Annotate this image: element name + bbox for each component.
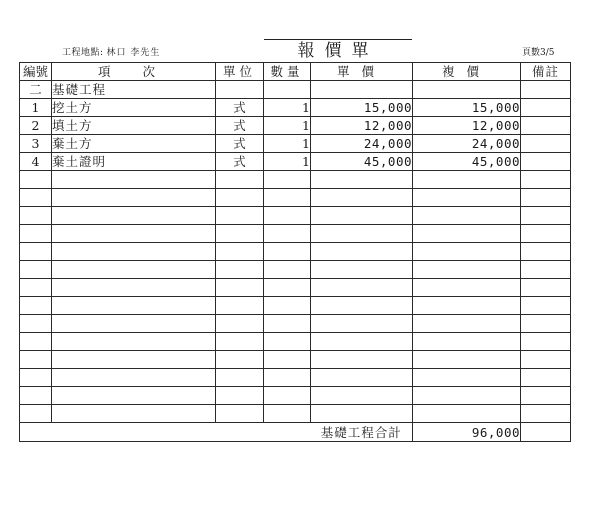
empty-cell xyxy=(264,387,311,405)
empty-row xyxy=(20,297,571,315)
empty-cell xyxy=(20,333,52,351)
item-unit: 式 xyxy=(216,153,264,171)
item-unit: 式 xyxy=(216,99,264,117)
empty-cell xyxy=(521,315,571,333)
empty-cell xyxy=(216,351,264,369)
item-unit: 式 xyxy=(216,117,264,135)
empty-cell xyxy=(264,333,311,351)
empty-cell xyxy=(20,207,52,225)
site-location-label: 工程地點: xyxy=(62,48,104,58)
empty-cell xyxy=(52,261,216,279)
empty-cell xyxy=(216,243,264,261)
col-header-qty: 數量 xyxy=(264,63,311,81)
empty-cell xyxy=(264,225,311,243)
empty-cell xyxy=(264,405,311,423)
col-header-unit-price: 單價 xyxy=(311,63,413,81)
item-note xyxy=(521,99,571,117)
empty-cell xyxy=(264,315,311,333)
empty-cell xyxy=(311,225,413,243)
empty-cell xyxy=(311,243,413,261)
item-note xyxy=(521,153,571,171)
empty-cell xyxy=(216,369,264,387)
empty-row xyxy=(20,261,571,279)
empty-row xyxy=(20,405,571,423)
empty-row xyxy=(20,225,571,243)
page-number: 頁數3/5 xyxy=(522,48,555,58)
item-qty: 1 xyxy=(264,117,311,135)
empty-cell xyxy=(52,315,216,333)
section-title: 基礎工程 xyxy=(52,81,216,99)
empty-row xyxy=(20,351,571,369)
empty-row xyxy=(20,315,571,333)
summary-note xyxy=(521,423,571,442)
empty-cell xyxy=(264,207,311,225)
empty-cell xyxy=(20,405,52,423)
summary-blank xyxy=(20,423,311,442)
empty-row xyxy=(20,243,571,261)
empty-cell xyxy=(413,369,521,387)
table-row xyxy=(20,117,571,135)
empty-cell xyxy=(311,207,413,225)
empty-cell xyxy=(216,189,264,207)
empty-cell xyxy=(264,369,311,387)
col-header-unit: 單位 xyxy=(216,63,264,81)
empty-cell xyxy=(216,297,264,315)
section-number: 二 xyxy=(20,81,52,99)
empty-cell xyxy=(413,261,521,279)
table-row xyxy=(20,153,571,171)
empty-cell xyxy=(52,387,216,405)
item-name: 棄土證明 xyxy=(52,153,216,171)
empty-cell xyxy=(20,297,52,315)
empty-cell xyxy=(52,279,216,297)
item-name: 挖土方 xyxy=(52,99,216,117)
summary-label: 基礎工程合計 xyxy=(311,423,413,442)
empty-cell xyxy=(264,81,311,99)
empty-cell xyxy=(413,387,521,405)
empty-cell xyxy=(216,333,264,351)
section-row xyxy=(20,81,571,99)
empty-cell xyxy=(521,387,571,405)
empty-cell xyxy=(521,369,571,387)
empty-cell xyxy=(264,279,311,297)
summary-row xyxy=(20,423,571,442)
empty-cell xyxy=(521,171,571,189)
quotation-table xyxy=(19,62,571,442)
empty-row xyxy=(20,369,571,387)
empty-cell xyxy=(311,279,413,297)
empty-cell xyxy=(413,171,521,189)
empty-cell xyxy=(521,225,571,243)
empty-cell xyxy=(521,261,571,279)
col-header-item: 項 次 xyxy=(52,63,216,81)
empty-cell xyxy=(413,189,521,207)
col-header-total-price: 複價 xyxy=(413,63,521,81)
item-note xyxy=(521,135,571,153)
item-qty: 1 xyxy=(264,153,311,171)
item-number: 1 xyxy=(20,99,52,117)
empty-cell xyxy=(20,189,52,207)
empty-cell xyxy=(521,279,571,297)
table-body xyxy=(20,81,571,423)
item-note xyxy=(521,117,571,135)
item-name: 填土方 xyxy=(52,117,216,135)
document-title: 報價單 xyxy=(264,39,412,62)
empty-cell xyxy=(413,243,521,261)
item-number: 2 xyxy=(20,117,52,135)
empty-cell xyxy=(20,369,52,387)
empty-cell xyxy=(216,279,264,297)
item-total-price: 24,000 xyxy=(413,135,521,153)
empty-cell xyxy=(216,387,264,405)
empty-cell xyxy=(521,243,571,261)
empty-cell xyxy=(216,261,264,279)
empty-cell xyxy=(311,333,413,351)
empty-row xyxy=(20,171,571,189)
empty-cell xyxy=(311,297,413,315)
empty-cell xyxy=(52,405,216,423)
empty-cell xyxy=(521,297,571,315)
empty-cell xyxy=(52,171,216,189)
item-number: 4 xyxy=(20,153,52,171)
table-row xyxy=(20,99,571,117)
col-header-note: 備註 xyxy=(521,63,571,81)
empty-cell xyxy=(20,351,52,369)
empty-cell xyxy=(52,243,216,261)
item-total-price: 12,000 xyxy=(413,117,521,135)
empty-cell xyxy=(311,261,413,279)
empty-cell xyxy=(521,207,571,225)
item-number: 3 xyxy=(20,135,52,153)
empty-row xyxy=(20,387,571,405)
item-qty: 1 xyxy=(264,99,311,117)
item-total-price: 45,000 xyxy=(413,153,521,171)
empty-cell xyxy=(20,243,52,261)
empty-cell xyxy=(413,315,521,333)
empty-cell xyxy=(264,171,311,189)
table-header-row xyxy=(20,63,571,81)
empty-row xyxy=(20,207,571,225)
site-location-value: 林口 李先生 xyxy=(106,48,161,58)
empty-cell xyxy=(216,207,264,225)
empty-cell xyxy=(52,189,216,207)
empty-cell xyxy=(20,279,52,297)
empty-cell xyxy=(521,405,571,423)
empty-cell xyxy=(413,81,521,99)
empty-cell xyxy=(20,171,52,189)
empty-cell xyxy=(521,333,571,351)
empty-cell xyxy=(413,405,521,423)
item-unit: 式 xyxy=(216,135,264,153)
empty-cell xyxy=(413,351,521,369)
item-unit-price: 15,000 xyxy=(311,99,413,117)
empty-cell xyxy=(20,225,52,243)
item-unit-price: 45,000 xyxy=(311,153,413,171)
empty-cell xyxy=(311,387,413,405)
empty-cell xyxy=(52,225,216,243)
empty-cell xyxy=(216,225,264,243)
empty-cell xyxy=(264,297,311,315)
empty-cell xyxy=(264,351,311,369)
empty-cell xyxy=(216,405,264,423)
empty-cell xyxy=(521,189,571,207)
empty-cell xyxy=(52,351,216,369)
empty-cell xyxy=(413,279,521,297)
empty-cell xyxy=(521,351,571,369)
empty-cell xyxy=(413,207,521,225)
empty-cell xyxy=(216,315,264,333)
empty-cell xyxy=(20,261,52,279)
empty-cell xyxy=(52,297,216,315)
empty-cell xyxy=(311,81,413,99)
summary-total: 96,000 xyxy=(413,423,521,442)
empty-cell xyxy=(264,261,311,279)
item-name: 棄土方 xyxy=(52,135,216,153)
empty-cell xyxy=(413,333,521,351)
empty-cell xyxy=(52,333,216,351)
empty-cell xyxy=(311,369,413,387)
empty-row xyxy=(20,333,571,351)
empty-cell xyxy=(311,171,413,189)
site-location xyxy=(62,45,160,58)
col-header-no: 編號 xyxy=(20,63,52,81)
item-unit-price: 12,000 xyxy=(311,117,413,135)
empty-row xyxy=(20,189,571,207)
item-total-price: 15,000 xyxy=(413,99,521,117)
empty-cell xyxy=(20,387,52,405)
table-row xyxy=(20,135,571,153)
empty-cell xyxy=(311,351,413,369)
empty-cell xyxy=(311,405,413,423)
empty-cell xyxy=(20,315,52,333)
empty-cell xyxy=(264,243,311,261)
empty-cell xyxy=(52,369,216,387)
empty-row xyxy=(20,279,571,297)
empty-cell xyxy=(413,225,521,243)
empty-cell xyxy=(521,81,571,99)
empty-cell xyxy=(311,315,413,333)
item-unit-price: 24,000 xyxy=(311,135,413,153)
empty-cell xyxy=(216,171,264,189)
empty-cell xyxy=(413,297,521,315)
empty-cell xyxy=(264,189,311,207)
item-qty: 1 xyxy=(264,135,311,153)
empty-cell xyxy=(216,81,264,99)
empty-cell xyxy=(311,189,413,207)
empty-cell xyxy=(52,207,216,225)
